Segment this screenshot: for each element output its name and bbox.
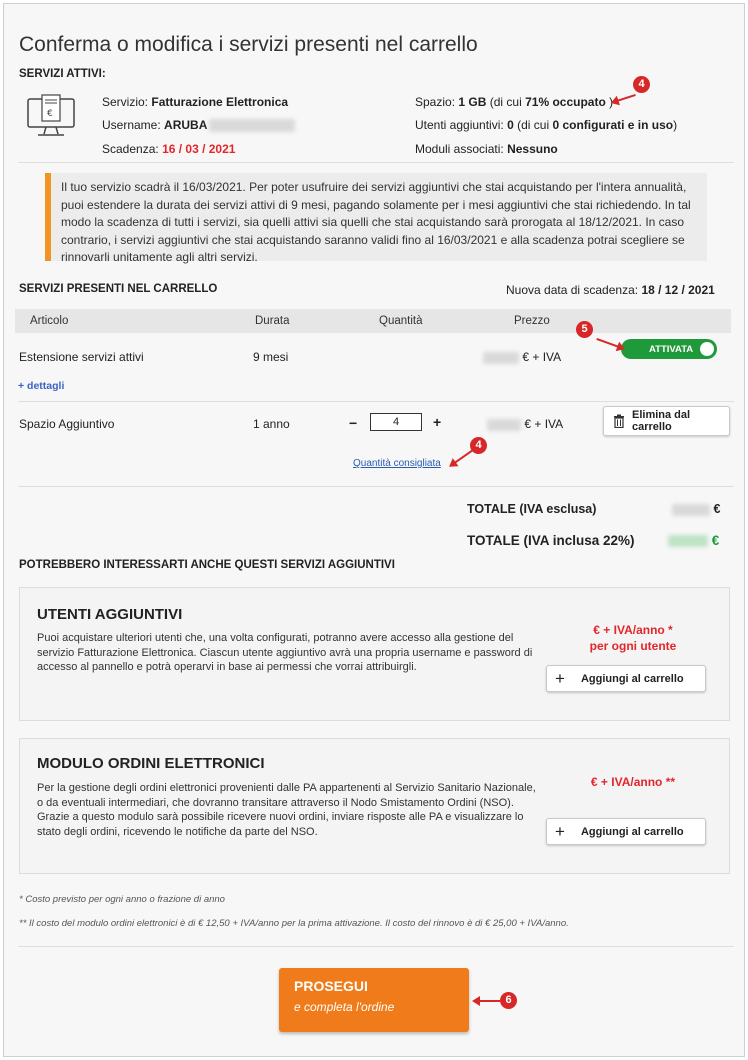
column-price: Prezzo [514,315,550,327]
proceed-title: PROSEGUI [294,978,368,994]
card-title: MODULO ORDINI ELETTRONICI [37,755,265,772]
expiry-notice: Il tuo servizio scadrà il 16/03/2021. Per poter usufruire dei servizi aggiuntivi che stai acquistando per l'intera annualità, puoi estendere la durata dei servizi attivi di 9 mesi, pagando solamente per i mesi aggiuntivi che stai richiedendo. In tal modo la scadenza di tutti i servizi, sia quelli attivi sia quelli che stai acquistando sarà prorogata al 18/12/2021. In caso contrario, i servizi aggiuntivi che stai acquistando saranno validi fino al 16/03/2021 e alla scadenza potrai scegliere se rinnovarli unitamente agli altri servizi. [45,173,707,261]
annotation-badge-5: 5 [576,321,593,338]
row-price: € + IVA [487,417,563,431]
new-expiry: Nuova data di scadenza: 18 / 12 / 2021 [506,283,715,297]
add-to-cart-button[interactable]: + Aggiungi al carrello [546,665,706,692]
plus-icon: + [555,668,565,688]
card-text: Puoi acquistare ulteriori utenti che, una volta configurati, potranno avere accesso alla gestione del servizio Fatturazione Elettronica. Ciascun utente aggiuntivo avrà una propria username e password di accesso al pannello e potrà operarvi in base ai permessi che vorrai attribuirgli. [37,632,533,673]
toggle-knob [700,342,714,356]
suggestions-heading: POTREBBERO INTERESSARTI ANCHE QUESTI SERVIZI AGGIUNTIVI [19,559,395,571]
service-row: Servizio: Fatturazione Elettronica [102,95,289,109]
plus-icon: + [555,821,565,841]
page-title: Conferma o modifica i servizi presenti nel carrello [19,33,478,56]
service-name: Fatturazione Elettronica [151,95,289,109]
footnote: * Costo previsto per ogni anno o frazione di anno [19,894,225,905]
additional-users-row: Utenti aggiuntivi: 0 (di cui 0 configurati e in uso) [415,118,678,132]
page-frame [3,3,745,1057]
username-value: ARUBA [164,118,208,132]
divider [18,486,734,487]
username-redacted [209,119,295,132]
suggestion-card [19,587,730,721]
suggestion-card [19,738,730,874]
card-title: UTENTI AGGIUNTIVI [37,606,183,623]
active-services-heading: SERVIZI ATTIVI: [19,68,106,80]
price-redacted [487,419,521,431]
total-incl-label: TOTALE (IVA inclusa 22%) [467,533,635,548]
annotation-arrow [453,450,472,464]
suggested-quantity-link[interactable]: Quantità consigliata [353,458,441,469]
expiry-date: 16 / 03 / 2021 [162,142,236,156]
annotation-arrow [478,1000,500,1002]
column-article: Articolo [30,315,69,327]
annotation-arrow [616,94,636,102]
qty-decrement-button[interactable]: − [349,415,358,431]
column-quantity: Quantità [379,315,423,327]
username-row: Username: ARUBA [102,118,295,132]
quantity-input[interactable]: 4 [370,413,422,431]
expiry-row: Scadenza: 16 / 03 / 2021 [102,142,236,156]
total-excl-value: € [672,502,720,516]
row-price: € + IVA [483,350,561,364]
row-duration: 9 mesi [253,350,289,364]
divider [18,162,734,163]
annotation-badge-6: 6 [500,992,517,1009]
proceed-subtitle: e completa l'ordine [294,1000,395,1014]
divider [18,401,734,402]
proceed-button[interactable] [279,968,469,1032]
add-to-cart-button[interactable]: + Aggiungi al carrello [546,818,706,845]
modules-row: Moduli associati: Nessuno [415,142,558,156]
card-text: Per la gestione degli ordini elettronici provenienti dalle PA appartenenti al Servizio Sanitario Nazionale, o da eventuali intermediari, che dovranno transitare attraverso il Nodo Smistamento Ordini (NSO). Grazie a questo modulo sarà possibile ricevere nuovi ordini, inviare risposte alle PA e visualizzare lo stato degli ordini, ricevendo le notifiche da parte del NSO. [37,782,536,838]
divider [18,946,734,947]
row-article: Estensione servizi attivi [19,350,144,364]
annotation-badge-4: 4 [470,437,487,454]
annotation-badge-4: 4 [633,76,650,93]
space-row: Spazio: 1 GB (di cui 71% occupato [415,95,606,109]
details-link[interactable]: + dettagli [18,380,65,392]
annotation-arrow [596,338,619,348]
price-redacted [668,535,708,547]
total-incl-value: € [668,533,719,548]
remove-from-cart-button[interactable]: Elimina dal carrello [603,406,730,436]
invoice-computer-icon [26,94,76,140]
price-redacted [672,504,710,516]
svg-text:€: € [47,109,53,119]
total-excl-label: TOTALE (IVA esclusa) [467,502,597,516]
qty-increment-button[interactable]: + [433,414,442,430]
row-article: Spazio Aggiuntivo [19,417,115,431]
footnote: ** Il costo del modulo ordini elettronici è di € 12,50 + IVA/anno per la prima attivazione. Il costo del rinnovo è di € 25,00 + IVA/anno. [19,918,569,929]
price-redacted [483,352,519,364]
cart-heading: SERVIZI PRESENTI NEL CARRELLO [19,283,218,295]
column-duration: Durata [255,315,290,327]
extension-toggle[interactable]: ATTIVATA [621,339,717,359]
card-price: € + IVA/anno ** [590,775,676,789]
card-price: € + IVA/anno * per ogni utente [589,623,677,653]
row-duration: 1 anno [253,417,290,431]
cart-table-header [15,309,731,333]
trash-icon [613,414,625,428]
